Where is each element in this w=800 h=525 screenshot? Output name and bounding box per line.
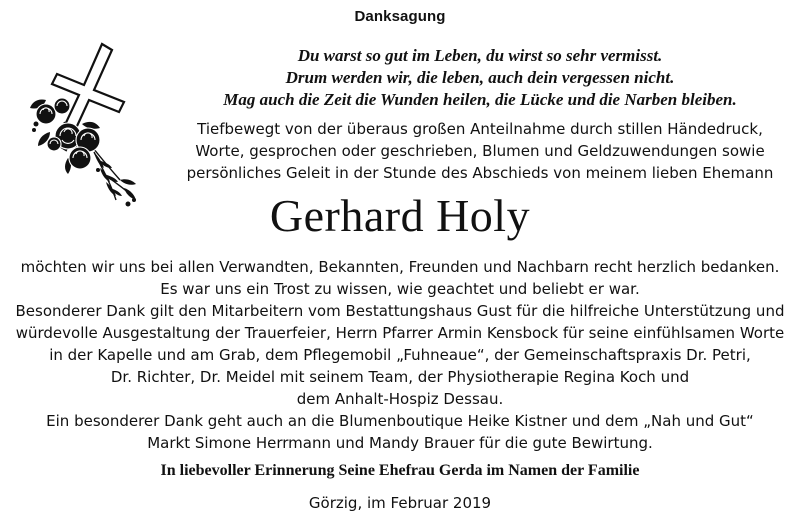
thanks-paragraph [0, 256, 800, 454]
thanks-line: möchten wir uns bei allen Verwandten, Bekannten, Freunden und Nachbarn recht herzlich bedanken. [20, 258, 780, 276]
poem-line: Du warst so gut im Leben, du wirst so sehr vermisst. [297, 46, 663, 65]
intro-line: Tiefbewegt von der überaus großen Anteilnahme durch stillen Händedruck, [197, 120, 763, 138]
thanks-line: dem Anhalt-Hospiz Dessau. [296, 390, 504, 408]
deceased-name: Gerhard Holy [269, 190, 531, 241]
thanks-line: Markt Simone Herrmann und Mandy Brauer für die gute Bewirtung. [147, 434, 653, 452]
thanks-line: Es war uns ein Trost zu wissen, wie geachtet und beliebt er war. [160, 280, 640, 298]
intro-line: persönliches Geleit in der Stunde des Abschieds von meinem lieben Ehemann [186, 164, 774, 182]
poem-line: Drum werden wir, die leben, auch dein vergessen nicht. [285, 68, 675, 87]
poem-verse [180, 45, 780, 111]
notice-title: Danksagung [354, 8, 446, 25]
thanks-line: Besonderer Dank gilt den Mitarbeitern vom Bestattungshaus Gust für die hilfreiche Unterstützung und [15, 302, 785, 320]
thanks-line: in der Kapelle und am Grab, dem Pflegemobil „Fuhneaue“, der Gemeinschaftspraxis Dr. Petri, [49, 346, 751, 364]
thanks-line: würdevolle Ausgestaltung der Trauerfeier, Herrn Pfarrer Armin Kensbock für seine einfühlsamen Worte [15, 324, 785, 342]
poem-line: Mag auch die Zeit die Wunden heilen, die Lücke und die Narben bleiben. [223, 90, 737, 109]
cross-with-roses-icon [24, 40, 144, 210]
family-signature: In liebevoller Erinnerung Seine Ehefrau Gerda im Namen der Familie [160, 462, 640, 479]
intro-paragraph [170, 118, 790, 184]
thanks-line: Dr. Richter, Dr. Meidel mit seinem Team, der Physiotherapie Regina Koch und [110, 368, 690, 386]
place-and-date: Görzig, im Februar 2019 [308, 494, 492, 512]
thanks-line: Ein besonderer Dank geht auch an die Blumenboutique Heike Kistner und dem „Nah und Gut“ [46, 412, 754, 430]
intro-line: Worte, gesprochen oder geschrieben, Blumen und Geldzuwendungen sowie [195, 142, 765, 160]
